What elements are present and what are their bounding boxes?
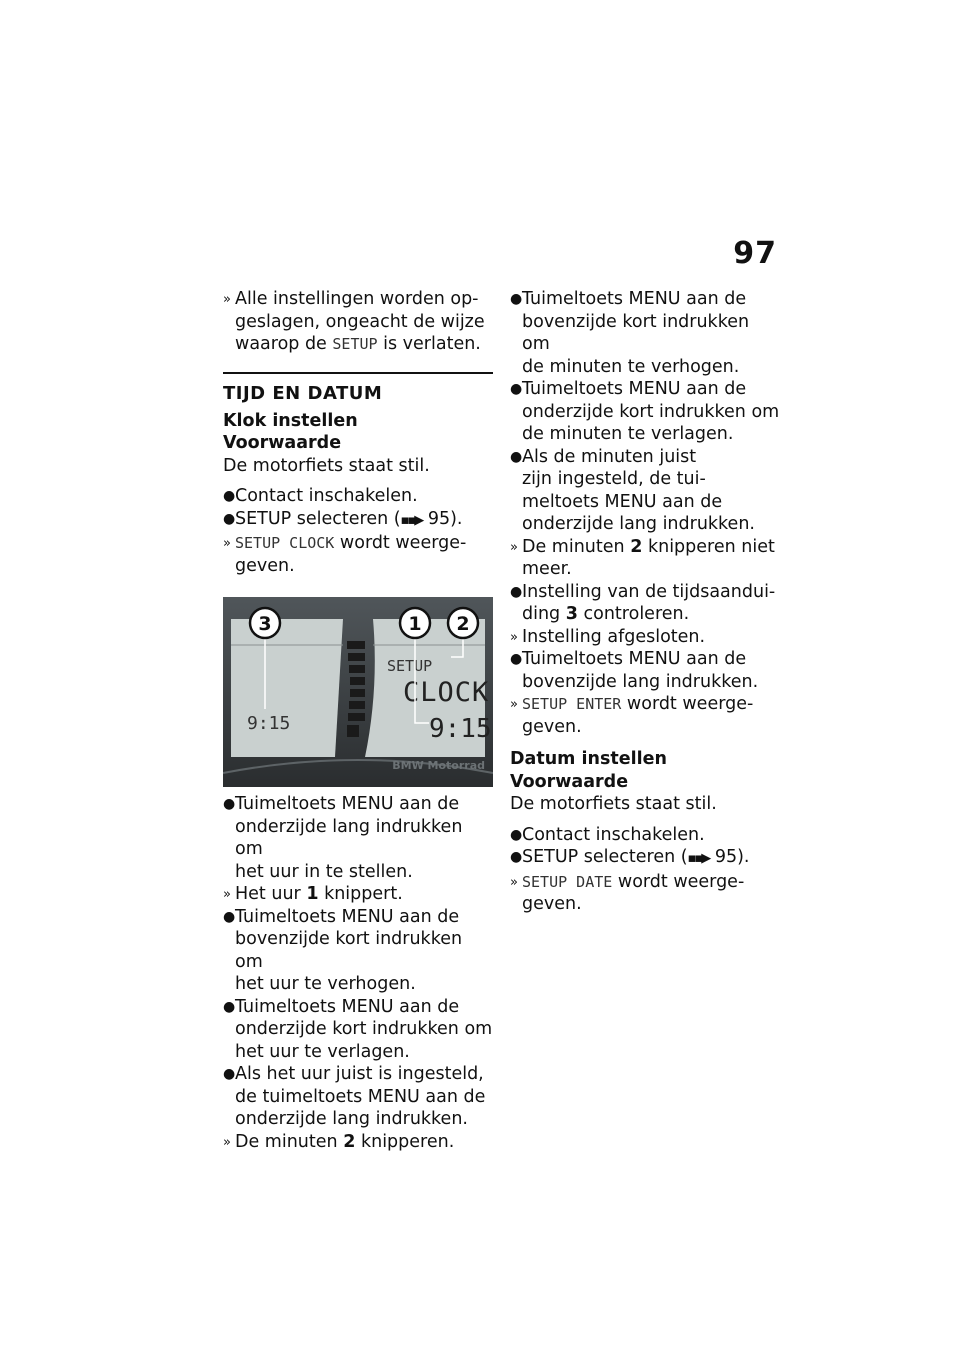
page-reference-arrow-icon: ▪▪▶ xyxy=(687,851,710,866)
bullet-dot-icon: ● xyxy=(510,651,523,667)
text-line: de minuten te verlagen. xyxy=(522,424,734,444)
text-line: meer. xyxy=(522,559,572,579)
double-chevron-right-icon: » xyxy=(510,697,518,712)
step-line: ● SETUP selecteren (▪▪▶ 95). xyxy=(510,847,750,867)
step-line: ● Tuimeltoets MENU aan de xyxy=(223,996,460,1017)
bullet-dot-icon: ● xyxy=(223,488,236,504)
text-line: geven. xyxy=(522,894,582,914)
result-line: » Het uur 1 knippert. xyxy=(223,883,493,906)
instrument-cluster-figure xyxy=(223,597,493,787)
text-line: onderzijde lang indrukken. xyxy=(522,514,755,534)
text-line: de tuimeltoets MENU aan de xyxy=(235,1086,486,1107)
page-number: 97 xyxy=(733,236,777,271)
step-line: ● Tuimeltoets MENU aan de xyxy=(510,649,747,669)
svg-text:3: 3 xyxy=(258,613,272,635)
text-line: het uur in te stellen. xyxy=(235,861,413,882)
text-line: onderzijde kort indrukken om xyxy=(522,401,780,422)
result-line: » SETUP DATE wordt weerge- xyxy=(510,871,780,894)
text-line: geven. xyxy=(235,555,295,576)
text-line: bovenzijde kort indrukken om xyxy=(522,311,750,354)
text-line: ding 3 controleren. xyxy=(522,604,690,624)
precondition-label: Voorwaarde xyxy=(510,771,629,792)
text-line: het uur te verlagen. xyxy=(235,1041,410,1062)
bullet-dot-icon: ● xyxy=(510,291,523,307)
step-line: ● Contact inschakelen. xyxy=(223,486,418,506)
text-line: geven. xyxy=(522,716,582,737)
text-line: onderzijde lang indrukken. xyxy=(235,1109,468,1129)
text-line: het uur te verhogen. xyxy=(235,974,416,994)
left-column xyxy=(223,288,493,1153)
bullet-dot-icon: ● xyxy=(510,381,523,397)
bullet-dot-icon: ● xyxy=(223,510,236,527)
double-chevron-right-icon: » xyxy=(223,536,231,551)
step-line: ● Instelling van de tijdsaandui- xyxy=(510,581,776,602)
result-line: » De minuten 2 knipperen niet xyxy=(510,536,780,559)
right-column xyxy=(510,288,780,916)
bullet-dot-icon: ● xyxy=(510,849,523,865)
lcd-setup-text: SETUP xyxy=(387,657,433,675)
lcd-clock-text: CLOCK xyxy=(403,677,490,708)
bullet-dot-icon: ● xyxy=(223,998,236,1015)
lcd-time-big: 9:15 xyxy=(429,714,492,744)
precondition-text: De motorfiets staat stil. xyxy=(510,794,717,814)
bullet-dot-icon: ● xyxy=(223,796,236,812)
double-chevron-right-icon: » xyxy=(223,292,231,307)
subheading-clock: Klok instellen xyxy=(223,410,358,431)
precondition-text: De motorfiets staat stil. xyxy=(223,455,430,476)
step-line: ● Tuimeltoets MENU aan de xyxy=(223,906,460,927)
fuel-icon xyxy=(347,725,359,737)
bullet-dot-icon: ● xyxy=(510,826,523,843)
step-line: ● Tuimeltoets MENU aan de xyxy=(510,379,747,399)
precondition-label: Voorwaarde xyxy=(223,433,342,453)
text-line: de minuten te verhogen. xyxy=(522,356,740,377)
text-line: meltoets MENU aan de xyxy=(522,491,723,512)
bullet-dot-icon: ● xyxy=(510,583,523,600)
page-reference-arrow-icon: ▪▪▶ xyxy=(400,512,423,528)
text-line: bovenzijde lang indrukken. xyxy=(522,671,759,692)
result-line: » De minuten 2 knipperen. xyxy=(223,1131,493,1154)
result-line: » SETUP ENTER wordt weerge- xyxy=(510,693,780,716)
double-chevron-right-icon: » xyxy=(510,874,518,890)
double-chevron-right-icon: » xyxy=(510,629,518,645)
svg-text:2: 2 xyxy=(456,613,470,635)
bullet-dot-icon: ● xyxy=(223,1066,236,1082)
lcd-time-small: 9:15 xyxy=(247,713,291,734)
step-line: ● Als het uur juist is ingesteld, xyxy=(223,1064,484,1084)
text-line: zijn ingesteld, de tui- xyxy=(522,469,706,489)
brand-logo: BMW Motorrad xyxy=(392,759,485,772)
step-line: ● SETUP selecteren (▪▪▶ 95). xyxy=(223,508,463,529)
svg-text:1: 1 xyxy=(408,613,422,635)
step-line: ● Tuimeltoets MENU aan de xyxy=(510,289,747,309)
result-line: » Instelling afgesloten. xyxy=(510,626,780,649)
step-line: ● Als de minuten juist xyxy=(510,446,697,467)
text-line: bovenzijde kort indrukken om xyxy=(235,929,463,972)
section-title: TIJD EN DATUM xyxy=(223,372,493,406)
text-line: onderzijde lang indrukken om xyxy=(235,816,463,859)
double-chevron-right-icon: » xyxy=(223,1134,231,1150)
result-line: » Alle instellingen worden op- xyxy=(223,288,493,311)
text-line: geslagen, ongeacht de wijze xyxy=(235,311,485,332)
double-chevron-right-icon: » xyxy=(510,539,518,555)
step-line: ● Contact inschakelen. xyxy=(510,824,705,845)
lcd-illustration xyxy=(223,597,493,787)
text-line: onderzijde kort indrukken om xyxy=(235,1019,493,1039)
double-chevron-right-icon: » xyxy=(223,887,231,902)
result-line: » SETUP CLOCK wordt weerge- xyxy=(223,532,493,555)
bullet-dot-icon: ● xyxy=(223,908,236,925)
text-line: waarop de SETUP is verlaten. xyxy=(235,334,481,354)
lcd-left-panel xyxy=(231,619,343,757)
subheading-date: Datum instellen xyxy=(510,749,667,769)
step-line: ● Tuimeltoets MENU aan de xyxy=(223,794,460,814)
bullet-dot-icon: ● xyxy=(510,448,523,465)
